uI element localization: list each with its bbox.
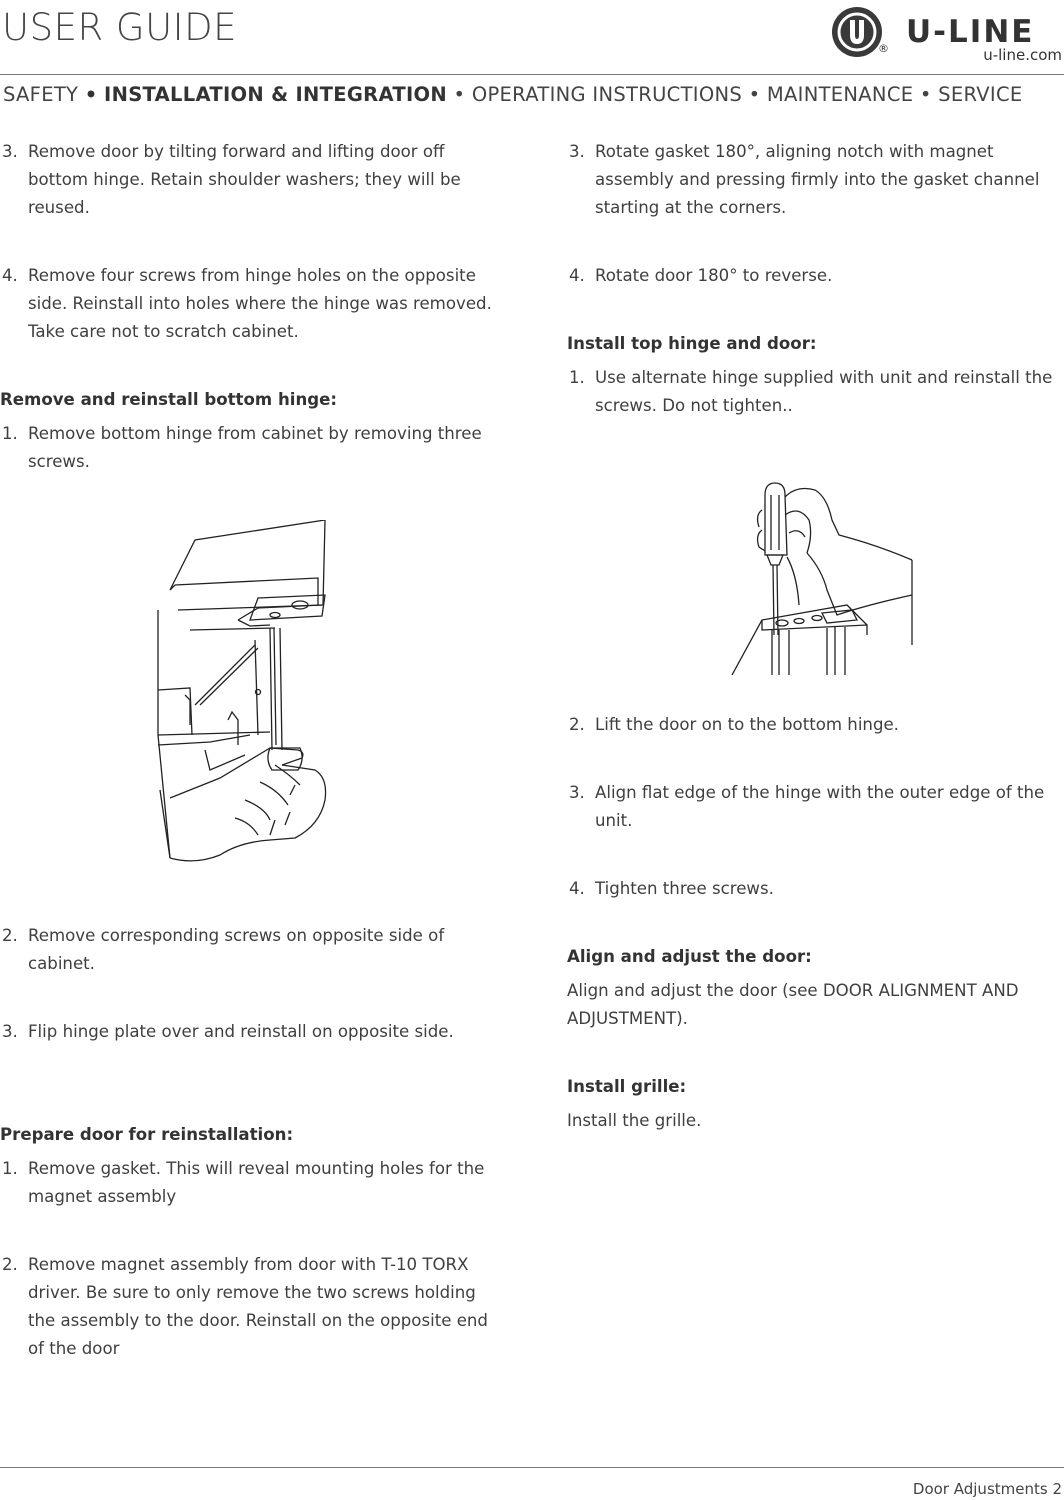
footer-rule [0, 1467, 1064, 1468]
step-text: Lift the door on to the bottom hinge. [595, 715, 899, 734]
list-item [567, 364, 1061, 420]
top-hinge-illustration [727, 475, 917, 675]
paragraph: Align and adjust the door (see DOOR ALIGNMENT AND ADJUSTMENT). [567, 981, 1019, 1028]
uline-logo [830, 4, 1064, 66]
section-heading: Install grille: [567, 1077, 687, 1096]
page-header [0, 0, 1064, 76]
step-text: Align flat edge of the hinge with the outer edge of the unit. [595, 783, 1045, 830]
list-item [567, 138, 1061, 222]
step-number: 1. [569, 368, 585, 387]
step-text: Remove gasket. This will reveal mounting holes for the magnet assembly [28, 1159, 485, 1206]
list-item [567, 711, 1061, 739]
paragraph: Install the grille. [567, 1111, 702, 1130]
list-item [567, 875, 1061, 903]
step-text: Remove bottom hinge from cabinet by removing three screws. [28, 424, 482, 471]
nav-maintenance: MAINTENANCE [766, 83, 914, 106]
left-column [0, 138, 492, 1363]
section-heading: Prepare door for reinstallation: [0, 1125, 294, 1144]
list-item [567, 779, 1061, 835]
list-item [0, 1018, 492, 1046]
document-title: USER GUIDE [2, 6, 237, 49]
step-number: 4. [2, 266, 18, 285]
step-text: Remove door by tilting forward and lifting door off bottom hinge. Retain shoulder washers; they will be reused. [28, 142, 461, 217]
step-number: 1. [2, 1159, 18, 1178]
uline-logo-mark-icon [830, 4, 890, 64]
section-heading: Align and adjust the door: [567, 947, 812, 966]
section-nav [3, 83, 1063, 106]
nav-separator: • [919, 83, 932, 106]
step-number: 3. [2, 1022, 18, 1041]
step-number: 4. [569, 879, 585, 898]
list-item [567, 262, 1061, 290]
step-number: 4. [569, 266, 585, 285]
step-text: Use alternate hinge supplied with unit and reinstall the screws. Do not tighten.. [595, 368, 1053, 415]
step-number: 3. [569, 783, 585, 802]
logo-wordmark: U-LINE [906, 14, 1035, 50]
list-item [0, 1251, 492, 1363]
logo-url: u-line.com [983, 46, 1062, 64]
step-number: 3. [569, 142, 585, 161]
step-text: Remove corresponding screws on opposite side of cabinet. [28, 926, 445, 973]
nav-separator: • [748, 83, 761, 106]
step-number: 1. [2, 424, 18, 443]
section-heading: Remove and reinstall bottom hinge: [0, 390, 338, 409]
nav-service: SERVICE [938, 83, 1023, 106]
step-number: 2. [569, 715, 585, 734]
step-text: Rotate gasket 180°, aligning notch with magnet assembly and pressing firmly into the gasket channel starting at the corners. [595, 142, 1040, 217]
section-heading: Install top hinge and door: [567, 334, 817, 353]
page-footer: Door Adjustments 2 [912, 1480, 1062, 1498]
step-text: Remove magnet assembly from door with T-10 TORX driver. Be sure to only remove the two screws holding the assembly to the door. Reinstall on the opposite end of the door [28, 1255, 488, 1358]
nav-installation-current: INSTALLATION & INTEGRATION [104, 83, 448, 106]
step-text: Rotate door 180° to reverse. [595, 266, 833, 285]
step-text: Flip hinge plate over and reinstall on opposite side. [28, 1022, 454, 1041]
nav-safety: SAFETY [3, 83, 79, 106]
header-rule [0, 74, 1064, 75]
list-item [0, 262, 492, 346]
step-number: 3. [2, 142, 18, 161]
step-text: Tighten three screws. [595, 879, 774, 898]
bottom-hinge-illustration [150, 520, 340, 880]
step-number: 2. [2, 1255, 18, 1274]
step-number: 2. [2, 926, 18, 945]
step-text: Remove four screws from hinge holes on the opposite side. Reinstall into holes where the hinge was removed. Take care not to scratch cabinet. [28, 266, 492, 341]
right-column [567, 138, 1061, 1135]
registered-mark: ® [878, 42, 889, 55]
nav-separator: • [84, 83, 98, 106]
list-item [0, 922, 492, 978]
list-item [0, 1155, 492, 1211]
nav-separator: • [453, 83, 466, 106]
list-item [0, 420, 492, 476]
nav-operating: OPERATING INSTRUCTIONS [471, 83, 743, 106]
list-item [0, 138, 492, 222]
